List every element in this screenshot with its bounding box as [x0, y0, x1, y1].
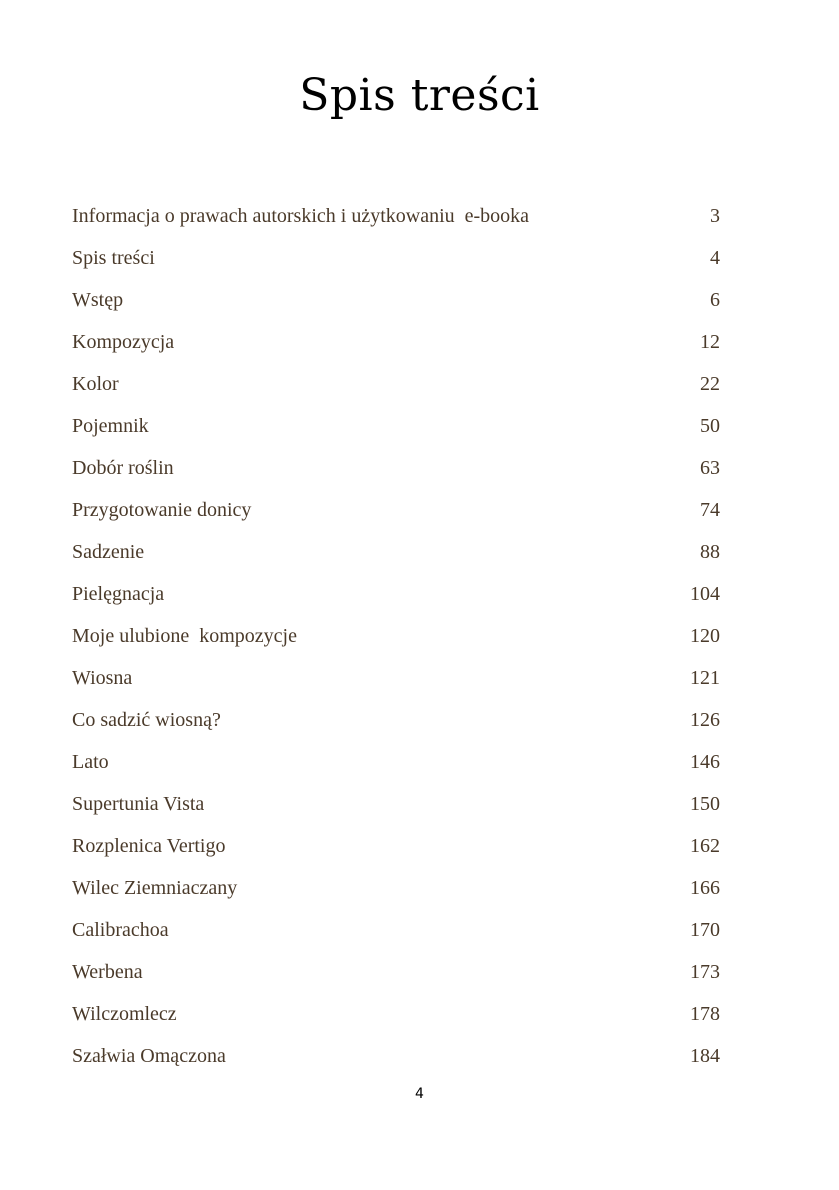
- toc-entry-label: Szałwia Omączona: [72, 1045, 226, 1067]
- toc-entry-page: 74: [700, 499, 720, 521]
- toc-entry-page: 6: [710, 289, 720, 311]
- toc-entry[interactable]: [72, 867, 720, 909]
- toc-entry-label: Wilczomlecz: [72, 1003, 177, 1025]
- toc-entry-label: Kompozycja: [72, 331, 175, 353]
- toc-entry-page: 162: [690, 835, 720, 857]
- toc-entry[interactable]: [72, 405, 720, 447]
- toc-entry-label: Co sadzić wiosną?: [72, 709, 221, 731]
- toc-entry[interactable]: [72, 699, 720, 741]
- toc-entry[interactable]: [72, 825, 720, 867]
- toc-entry[interactable]: [72, 321, 720, 363]
- toc-entry-page: 88: [700, 541, 720, 563]
- page-number: 4: [415, 1086, 424, 1102]
- toc-entry-label: Przygotowanie donicy: [72, 499, 252, 521]
- toc-entry-label: Moje ulubione kompozycje: [72, 625, 297, 647]
- toc-entry-page: 184: [690, 1045, 720, 1067]
- toc-entry[interactable]: [72, 909, 720, 951]
- page-title: Spis treści: [299, 70, 540, 121]
- toc-entry-page: 50: [700, 415, 720, 437]
- toc-entry[interactable]: [72, 657, 720, 699]
- toc-entry-page: 3: [710, 205, 720, 227]
- toc-entry-page: 126: [690, 709, 720, 731]
- toc-entry-page: 146: [690, 751, 720, 773]
- toc-entry-label: Informacja o prawach autorskich i użytkowaniu e-booka: [72, 205, 530, 227]
- toc-entry-label: Kolor: [72, 373, 119, 395]
- toc-entry-page: 120: [690, 625, 720, 647]
- toc-entry-label: Wilec Ziemniaczany: [72, 877, 238, 899]
- toc-entry-page: 150: [690, 793, 720, 815]
- table-of-contents: [72, 195, 720, 1077]
- toc-entry-page: 22: [700, 373, 720, 395]
- toc-entry[interactable]: [72, 783, 720, 825]
- toc-entry[interactable]: [72, 993, 720, 1035]
- toc-entry-page: 178: [690, 1003, 720, 1025]
- toc-entry-page: 170: [690, 919, 720, 941]
- toc-entry[interactable]: [72, 279, 720, 321]
- toc-entry[interactable]: [72, 195, 720, 237]
- toc-entry-label: Sadzenie: [72, 541, 145, 563]
- toc-entry[interactable]: [72, 447, 720, 489]
- toc-entry-page: 12: [700, 331, 720, 353]
- toc-entry[interactable]: [72, 531, 720, 573]
- toc-entry[interactable]: [72, 741, 720, 783]
- toc-entry-page: 166: [690, 877, 720, 899]
- toc-entry[interactable]: [72, 951, 720, 993]
- toc-entry-label: Wstęp: [72, 289, 124, 311]
- toc-entry[interactable]: [72, 615, 720, 657]
- toc-entry[interactable]: [72, 489, 720, 531]
- toc-entry[interactable]: [72, 573, 720, 615]
- toc-entry-label: Pojemnik: [72, 415, 149, 437]
- toc-entry[interactable]: [72, 1035, 720, 1077]
- toc-entry-page: 63: [700, 457, 720, 479]
- toc-entry-label: Calibrachoa: [72, 919, 169, 941]
- toc-entry-label: Spis treści: [72, 247, 155, 269]
- toc-entry-page: 104: [690, 583, 720, 605]
- toc-entry-page: 121: [690, 667, 720, 689]
- toc-entry[interactable]: [72, 363, 720, 405]
- toc-entry-label: Dobór roślin: [72, 457, 174, 479]
- toc-entry-label: Wiosna: [72, 667, 133, 689]
- toc-entry-label: Lato: [72, 751, 109, 773]
- toc-entry-page: 4: [710, 247, 720, 269]
- toc-entry-label: Supertunia Vista: [72, 793, 205, 815]
- toc-entry-label: Werbena: [72, 961, 143, 983]
- toc-entry-page: 173: [690, 961, 720, 983]
- toc-entry-label: Pielęgnacja: [72, 583, 165, 605]
- toc-entry-label: Rozplenica Vertigo: [72, 835, 226, 857]
- toc-entry[interactable]: [72, 237, 720, 279]
